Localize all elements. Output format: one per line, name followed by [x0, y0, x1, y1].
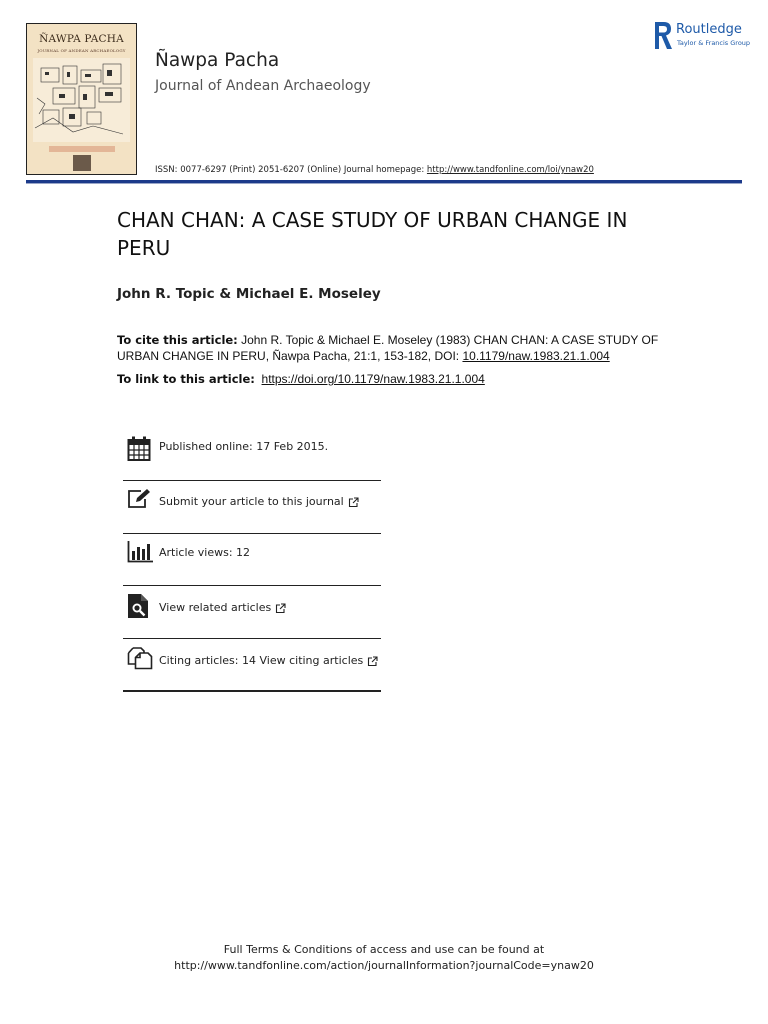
info-divider	[123, 480, 381, 481]
routledge-logo-icon	[653, 21, 673, 50]
citing-documents-icon	[127, 646, 153, 670]
publisher-name: Routledge	[676, 22, 742, 37]
info-divider	[123, 533, 381, 534]
cover-title: ÑAWPA PACHA	[39, 33, 124, 45]
footer-terms-url[interactable]: http://www.tandfonline.com/action/journalInformation?journalCode=ynaw20	[174, 958, 594, 972]
info-divider-bottom	[123, 690, 381, 692]
related-articles-text[interactable]	[159, 601, 286, 614]
footer	[0, 942, 768, 973]
citing-articles-item[interactable]	[123, 646, 381, 676]
info-divider	[123, 638, 381, 639]
journal-homepage-link[interactable]: http://www.tandfonline.com/loi/ynaw20	[426, 165, 594, 175]
published-online-item	[123, 434, 381, 464]
journal-name: Ñawpa Pacha	[155, 50, 280, 71]
related-articles-label: View related articles	[159, 601, 272, 614]
link-label: To link to this article:	[117, 372, 255, 386]
publisher-group: Taylor & Francis Group	[677, 39, 751, 47]
related-articles-item[interactable]	[123, 593, 381, 623]
submit-article-text[interactable]	[159, 495, 359, 508]
issn-line	[155, 165, 594, 175]
article-views-item	[123, 540, 381, 570]
submit-article-item[interactable]	[123, 488, 381, 518]
bar-chart-icon	[127, 541, 153, 563]
edit-icon	[127, 488, 153, 510]
issn-text: ISSN: 0077-6297 (Print) 2051-6207 (Online) Journal homepage:	[155, 165, 427, 175]
calendar-icon	[127, 436, 151, 462]
article-link-line	[117, 372, 485, 386]
journal-cover	[26, 23, 137, 175]
footer-terms-text: Full Terms & Conditions of access and use can be found at	[223, 943, 545, 956]
submit-article-label: Submit your article to this journal	[159, 495, 344, 508]
cover-emblem	[73, 155, 91, 171]
citation-doi-link[interactable]: 10.1179/naw.1983.21.1.004	[462, 348, 610, 363]
external-link-icon	[275, 603, 286, 614]
article-title: CHAN CHAN: A CASE STUDY OF URBAN CHANGE IN PERU	[117, 208, 628, 260]
external-link-icon	[348, 497, 359, 508]
citation-block	[117, 333, 677, 364]
citation-text: John R. Topic & Michael E. Moseley (1983) CHAN CHAN: A CASE STUDY OF URBAN CHANGE IN PERU, Ñawpa Pacha, 21:1, 153-182, DOI:	[117, 333, 659, 363]
journal-subtitle: Journal of Andean Archaeology	[155, 78, 371, 94]
search-document-icon	[127, 593, 149, 619]
cover-map-illustration	[33, 58, 130, 142]
article-authors: John R. Topic & Michael E. Moseley	[117, 286, 381, 302]
published-online-text: Published online: 17 Feb 2015.	[159, 440, 329, 453]
external-link-icon	[367, 656, 378, 667]
info-divider	[123, 585, 381, 586]
article-views-text: Article views: 12	[159, 546, 251, 559]
article-doi-url[interactable]: https://doi.org/10.1179/naw.1983.21.1.004	[261, 372, 485, 386]
citation-label: To cite this article:	[117, 333, 238, 347]
cover-subtitle: JOURNAL OF ANDEAN ARCHAEOLOGY	[37, 48, 126, 53]
header-divider-thin	[26, 183, 742, 184]
cover-text-block	[49, 146, 115, 152]
citing-articles-text[interactable]	[159, 654, 378, 667]
citing-articles-label: Citing articles: 14 View citing articles	[159, 654, 364, 667]
